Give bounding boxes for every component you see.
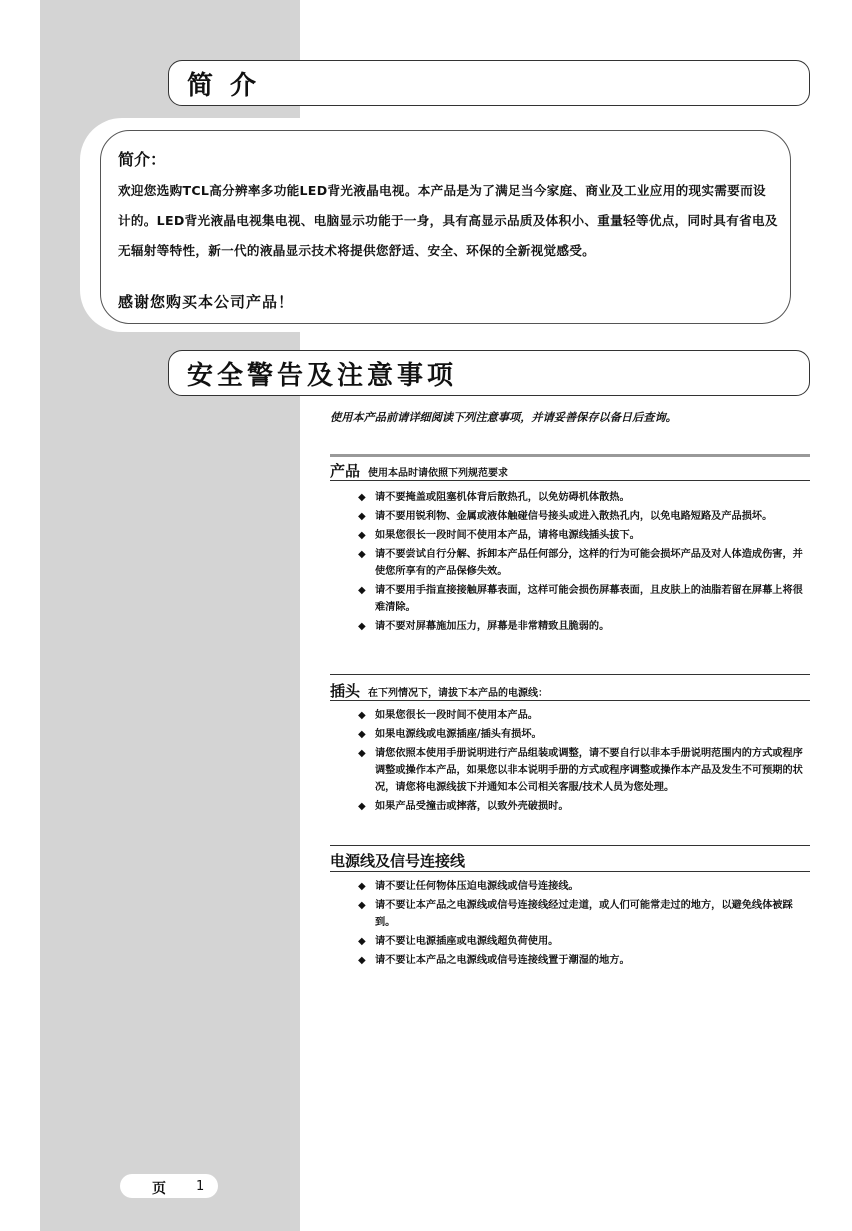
list-item <box>358 798 806 815</box>
safety-intro-note: 使用本产品前请详细阅读下列注意事项，并请妥善保存以备日后查询。 <box>330 410 677 424</box>
page-label: 页 <box>152 1181 166 1197</box>
diamond-bullet-icon: ◆ <box>358 900 366 911</box>
list-item-text: 请不要尝试自行分解、拆卸本产品任何部分，这样的行为可能会损坏产品及对人体造成伤害，并使您所享有的产品保修失效。 <box>375 549 803 577</box>
list-item-text: 请不要让本产品之电源线或信号连接线经过走道，或人们可能常走过的地方，以避免线体被踩到。 <box>375 900 793 928</box>
list-item-text: 如果电源线或电源插座/插头有损坏。 <box>375 729 542 740</box>
list-item <box>358 707 806 724</box>
diamond-bullet-icon: ◆ <box>358 530 366 541</box>
section-heading-plug <box>330 680 548 701</box>
list-item-text: 如果您很长一段时间不使用本产品，请将电源线插头拔下。 <box>375 530 640 541</box>
section-description: 在下列情况下，请拔下本产品的电源线： <box>368 688 549 699</box>
section-tab-intro <box>168 60 810 106</box>
section-underline <box>330 871 810 872</box>
diamond-bullet-icon: ◆ <box>358 710 366 721</box>
diamond-bullet-icon: ◆ <box>358 801 366 812</box>
diamond-bullet-icon: ◆ <box>358 881 366 892</box>
cable-rules-list <box>358 878 806 971</box>
diamond-bullet-icon: ◆ <box>358 549 366 560</box>
intro-thanks-text: 感谢您购买本公司产品！ <box>118 293 295 311</box>
diamond-bullet-icon: ◆ <box>358 955 366 966</box>
list-item-text: 请不要对屏幕施加压力，屏幕是非常精致且脆弱的。 <box>375 621 610 632</box>
diamond-bullet-icon: ◆ <box>358 729 366 740</box>
section-tab-safety <box>168 350 810 396</box>
list-item <box>358 582 806 616</box>
list-item-text: 请不要让本产品之电源线或信号连接线置于潮湿的地方。 <box>375 955 630 966</box>
list-item-text: 请不要让电源插座或电源线超负荷使用。 <box>375 936 559 947</box>
section-divider <box>330 845 810 846</box>
list-item <box>358 546 806 580</box>
list-item <box>358 508 806 525</box>
section-description: 使用本品时请依照下列规范要求 <box>368 468 509 479</box>
section-heading-cables <box>330 850 465 871</box>
section-heading-product <box>330 460 508 481</box>
diamond-bullet-icon: ◆ <box>358 748 366 759</box>
section-key: 电源线及信号连接线 <box>330 852 466 870</box>
diamond-bullet-icon: ◆ <box>358 511 366 522</box>
section-divider <box>330 674 810 675</box>
list-item <box>358 878 806 895</box>
diamond-bullet-icon: ◆ <box>358 492 366 503</box>
intro-body-text: 欢迎您选购TCL高分辨率多功能LED背光液晶电视。本产品是为了满足当今家庭、商业及工业应用的现实需要而设计的。LED背光液晶电视集电视、电脑显示功能于一身，具有高显示品质及体积小、重量轻等优点，同时具有省电及无辐射等特性，新一代的液晶显示技术将提供您舒适、安全、环保的全新视觉感受。 <box>118 183 778 258</box>
section-key: 产品 <box>330 462 361 480</box>
intro-section-title: 简 介 <box>187 71 261 101</box>
section-key: 插头 <box>330 682 361 700</box>
list-item-text: 请不要掩盖或阻塞机体背后散热孔，以免妨碍机体散热。 <box>375 492 630 503</box>
list-item <box>358 618 806 635</box>
list-item <box>358 897 806 931</box>
list-item-text: 如果产品受撞击或摔落，以致外壳破损时。 <box>375 801 569 812</box>
diamond-bullet-icon: ◆ <box>358 585 366 596</box>
list-item-text: 请不要用手指直接接触屏幕表面，这样可能会损伤屏幕表面，且皮肤上的油脂若留在屏幕上将很难清除。 <box>375 585 803 613</box>
section-divider <box>330 454 810 457</box>
list-item <box>358 952 806 969</box>
list-item-text: 请不要让任何物体压迫电源线或信号连接线。 <box>375 881 579 892</box>
list-item-text: 请您依照本使用手册说明进行产品组装或调整，请不要自行以非本手册说明范围内的方式或程序调整或操作本产品，如果您以非本说明手册的方式或程序调整或操作本产品及发生不可预期的状况，请您将电源线拔下并通知本公司相关客服/技术人员为您处理。 <box>375 748 803 793</box>
section-underline <box>330 480 810 481</box>
diamond-bullet-icon: ◆ <box>358 621 366 632</box>
product-rules-list <box>358 489 806 637</box>
safety-section-title: 安全警告及注意事项 <box>187 361 458 391</box>
list-item <box>358 745 806 796</box>
diamond-bullet-icon: ◆ <box>358 936 366 947</box>
list-item <box>358 489 806 506</box>
plug-rules-list <box>358 707 806 817</box>
section-underline <box>330 700 810 701</box>
list-item <box>358 527 806 544</box>
intro-heading: 简介： <box>118 150 167 169</box>
page-number: 1 <box>196 1179 205 1194</box>
list-item <box>358 933 806 950</box>
list-item-text: 请不要用锐利物、金属或液体触碰信号接头或进入散热孔内，以免电路短路及产品损坏。 <box>375 511 773 522</box>
list-item-text: 如果您很长一段时间不使用本产品。 <box>375 710 538 721</box>
list-item <box>358 726 806 743</box>
